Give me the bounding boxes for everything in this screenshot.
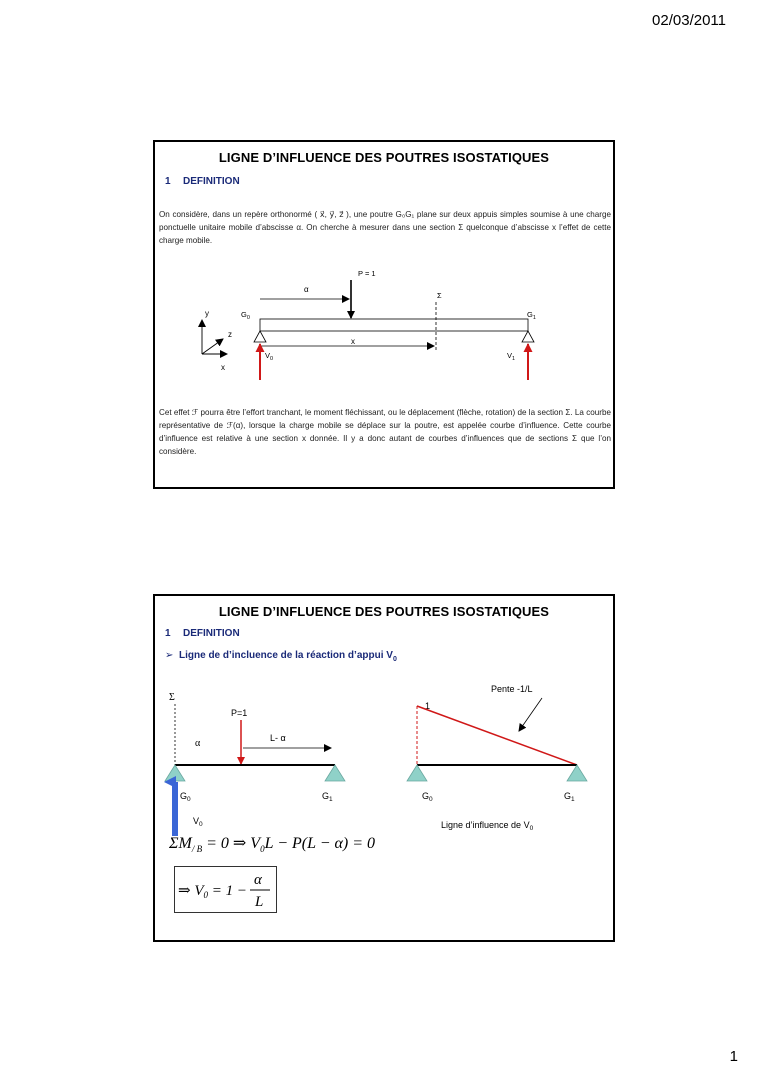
label-g1: $G_1$ [564, 791, 575, 803]
pente-label: Pente -1/L [491, 684, 533, 694]
result-numerator: α [254, 872, 262, 888]
label-g1: $G_1$ [527, 310, 536, 321]
definition-paragraph: Cet effet ℱ pourra être l’effort tranchant, le moment fléchissant, ou le déplacement (flèche, rotation) de la section Σ. La courbe représentative de ℱ(α), lorsque la charge mobile se déplace sur la poutre, est appelée courbe d’influence. Cette courbe d’influence est relative à une section x donnée. Il y a donc autant de courbes d’influences que de sections Σ que l’on considère. [159, 408, 611, 456]
page-date: 02/03/2011 [652, 12, 726, 29]
support-left-icon [165, 765, 185, 781]
label-v1: $V_1$ [507, 351, 516, 362]
load-label: P = 1 [358, 269, 376, 278]
label-g1: $G_1$ [322, 791, 333, 803]
sigma-label: Σ [437, 291, 442, 300]
page-number: 1 [729, 1048, 738, 1065]
support-right-icon [567, 765, 587, 781]
right-influence-figure [407, 684, 587, 832]
pente-pointer [519, 698, 542, 731]
bullet-arrow-icon: ➢ [165, 650, 174, 661]
slide-definition [153, 140, 615, 489]
label-g0: $G_0$ [180, 791, 191, 803]
left-beam-figure [165, 692, 345, 836]
beam-figure [155, 262, 613, 382]
label-g0: $G_0$ [422, 791, 433, 803]
support-left-icon [254, 331, 266, 342]
equation-text: $\Sigma M_{/ B} = 0$ ⇒ $V_0L - P(L - \alpha) = 0$ [169, 835, 376, 854]
x-label: x [351, 337, 355, 346]
section-heading [165, 628, 240, 639]
moment-equation [165, 830, 405, 856]
support-right-icon [325, 765, 345, 781]
beam [260, 319, 528, 331]
section-number: 1 [165, 176, 171, 187]
support-right-icon [522, 331, 534, 342]
bullet-subscript: 0 [392, 656, 397, 663]
influence-caption: Ligne d’influence de $V_0$ [441, 820, 534, 832]
axis-x-label: x [221, 363, 225, 372]
label-g0: $G_0$ [241, 310, 250, 321]
section-label: DEFINITION [183, 628, 240, 639]
bullet-text: Ligne de d’incluence de la réaction d’appui V [179, 650, 393, 661]
bullet-item [165, 650, 397, 663]
result-denominator: L [255, 894, 264, 910]
influence-figures [155, 676, 613, 836]
load-label: P=1 [231, 708, 248, 718]
l-alpha-label: L- α [270, 733, 286, 743]
axis-y-label: y [205, 309, 209, 318]
label-v0: $V_0$ [193, 816, 203, 828]
influence-value-one: 1 [425, 701, 431, 711]
support-left-icon [407, 765, 427, 781]
label-v0: $V_0$ [265, 351, 274, 362]
intro-paragraph: On considère, dans un repère orthonormé ( x⃗, y⃗, z⃗ ), une poutre G₀G₁ plane sur deux appuis simples soumise à une charge ponctuelle unitaire mobile d’abscisse α. On cherche à mesurer dans une section Σ quelconque d’abscisse x l’effet de cette charge mobile. [159, 210, 611, 245]
slide-title: LIGNE D’INFLUENCE DES POUTRES ISOSTATIQUES [218, 150, 550, 165]
sigma-label: Σ [169, 692, 175, 703]
axis-z-label: z [228, 330, 232, 339]
axis-triad [202, 309, 232, 372]
slide-title: LIGNE D’INFLUENCE DES POUTRES ISOSTATIQUES [218, 604, 550, 619]
influence-line [417, 706, 577, 765]
section-number: 1 [165, 628, 171, 639]
alpha-label: α [304, 285, 309, 294]
section-heading [165, 176, 240, 187]
alpha-label: α [195, 738, 201, 749]
slide-influence-v0 [153, 594, 615, 942]
section-label: DEFINITION [183, 176, 240, 187]
result-lhs: ⇒ $V_0 = 1$ − [178, 883, 247, 900]
v0-result-box [174, 866, 279, 914]
